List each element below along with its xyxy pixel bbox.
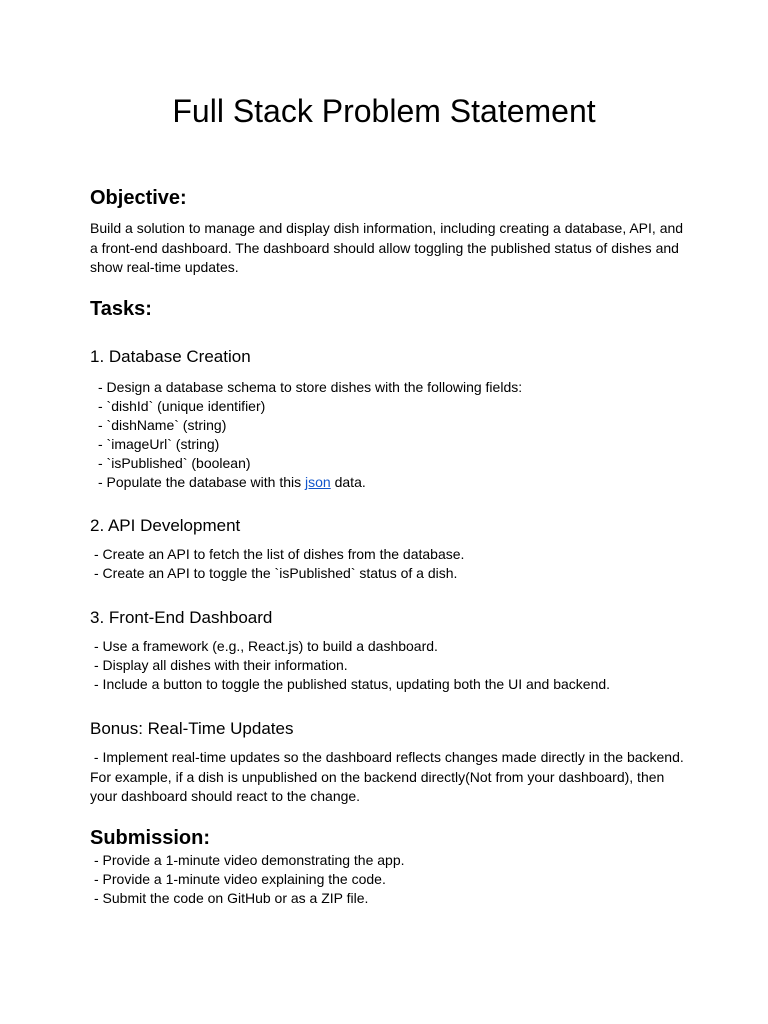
list-item: - `dishId` (unique identifier) [98,398,266,414]
database-heading: 1. Database Creation [90,347,251,366]
list-item: - Include a button to toggle the published status, updating both the UI and backend. [94,676,611,692]
list-item: - Create an API to fetch the list of dishes from the database. [94,546,465,562]
frontend-list [94,637,610,694]
list-item: - Provide a 1-minute video explaining the code. [94,871,386,887]
objective-text: Build a solution to manage and display dish information, including creating a database, API, and a front-end dashboard. The dashboard should allow toggling the published status of dishes and show real-time updates. [90,220,684,275]
objective-heading: Objective: [90,187,187,209]
list-item: - `isPublished` (boolean) [98,455,251,471]
api-list [94,545,464,583]
database-list [98,378,522,492]
submission-heading: Submission: [90,827,211,849]
json-link[interactable]: json [305,474,331,490]
list-item: - Submit the code on GitHub or as a ZIP file. [94,890,369,906]
populate-prefix: - Populate the database with this [98,474,306,490]
page-title: Full Stack Problem Statement [172,93,596,129]
list-item: - Use a framework (e.g., React.js) to build a dashboard. [94,638,438,654]
bonus-heading: Bonus: Real-Time Updates [90,719,294,738]
api-heading: 2. API Development [90,516,241,535]
tasks-heading: Tasks: [90,298,152,320]
list-item: - Provide a 1-minute video demonstrating the app. [94,852,405,868]
list-item: - `dishName` (string) [98,417,227,433]
list-item: - Design a database schema to store dishes with the following fields: [98,379,523,395]
populate-suffix: data. [330,474,366,490]
frontend-heading: 3. Front-End Dashboard [90,608,273,627]
bonus-text: - Implement real-time updates so the dashboard reflects changes made directly in the backend. For example, if a dish is unpublished on the backend directly(Not from your dashboard), then your dashboard should react to the change. [90,749,688,804]
list-item: - Display all dishes with their information. [94,657,348,673]
list-item-populate [98,473,522,492]
submission-list [94,851,405,908]
list-item: - Create an API to toggle the `isPublished` status of a dish. [94,565,458,581]
list-item: - `imageUrl` (string) [98,436,220,452]
